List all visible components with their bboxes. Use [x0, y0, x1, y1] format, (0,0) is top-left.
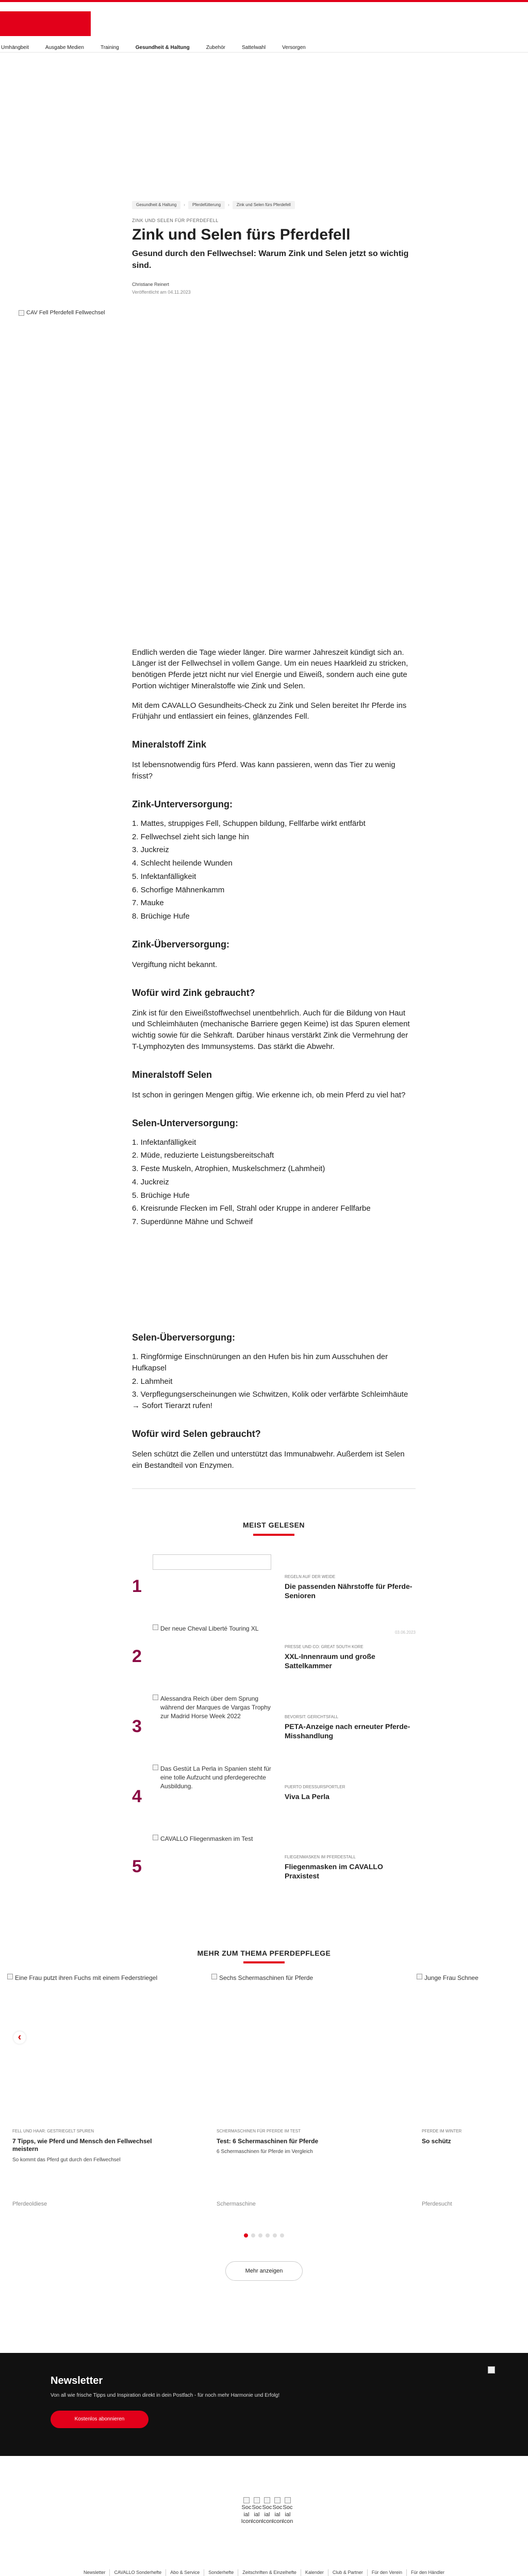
slider-prev-button[interactable]: ‹	[13, 2031, 26, 2044]
broken-image-icon	[264, 2497, 270, 2503]
most-read-title: MEIST GELESEN	[242, 1521, 305, 1530]
slide-headline[interactable]: 7 Tipps, wie Pferd und Mensch den Fellwechsel meistern	[12, 2137, 152, 2153]
footer-link[interactable]: Kalender	[301, 2569, 328, 2576]
breadcrumb	[132, 185, 416, 209]
article-date: Veröffentlicht am 04.11.2023	[132, 289, 191, 295]
show-more-button[interactable]: Mehr anzeigen	[225, 2261, 303, 2281]
breadcrumb-separator: ›	[228, 202, 229, 207]
broken-image-icon	[153, 1835, 158, 1840]
most-read-headline[interactable]: XXL-Innenraum und große Sattelkammer	[285, 1652, 375, 1670]
most-read-rank: 1	[132, 1576, 142, 1596]
most-read-item[interactable]	[132, 1694, 416, 1746]
list-item: 1. Ringförmige Einschnürungen an den Hufen bis hin zum Ausschuhen der Hufkapsel	[132, 1352, 388, 1372]
newsletter-banner	[0, 2353, 528, 2456]
most-read-text	[285, 1854, 416, 1881]
breadcrumb-item[interactable]: Pferdefütterung	[188, 201, 225, 209]
nav-item[interactable]: Training	[100, 45, 119, 50]
slider-dots	[0, 2233, 528, 2238]
nav-item[interactable]: Gesundheit & Haltung	[135, 45, 190, 50]
social-icon-alt: Soc ial Icon	[251, 2504, 262, 2525]
most-read-rank: 4	[132, 1786, 142, 1806]
main-nav	[0, 41, 528, 53]
social-icon-alt: Soc ial Icon	[261, 2504, 273, 2525]
footer-link[interactable]: Für den Verein	[368, 2569, 407, 2576]
footer-link[interactable]: CAVALLO Sonderhefte	[110, 2569, 166, 2576]
most-read-category: FLIEGENMASKEN IM PFERDESTALL	[285, 1854, 356, 1859]
most-read-item[interactable]	[132, 1835, 416, 1886]
footer-link[interactable]: Abo & Service	[166, 2569, 204, 2576]
list-item: 5. Infektanfälligkeit	[132, 872, 196, 881]
social-icon-alt: Soc ial Icon	[241, 2504, 252, 2525]
list-item: 7. Mauke	[132, 899, 164, 908]
most-read-item[interactable]	[132, 1624, 416, 1676]
footer-link[interactable]: Zeitschriften & Einzelhefte	[238, 2569, 301, 2576]
slide-source: Schermaschine	[217, 2200, 256, 2207]
article-author[interactable]: Christiane Reinert	[132, 281, 170, 287]
list-item: 6. Schorfige Mähnenkamm	[132, 885, 225, 894]
site-header	[0, 0, 528, 41]
most-read-accent	[253, 1534, 294, 1536]
newsletter-subscribe-button[interactable]: Kostenlos abonnieren	[51, 2411, 148, 2428]
most-read-item[interactable]	[132, 1554, 416, 1606]
most-read-rank: 3	[132, 1716, 142, 1736]
list-selen-ueber	[132, 1351, 416, 1412]
slide-image-alt: Junge Frau Schnee	[424, 1974, 478, 1981]
newsletter-text: Von all wie frische Tipps und Inspiration direkt in dein Postfach - für noch mehr Harmonie und Erfolg!	[51, 2392, 280, 2398]
slide-text[interactable]	[422, 2128, 525, 2145]
broken-image-icon	[274, 2497, 280, 2503]
broken-image-icon	[153, 1694, 158, 1700]
broken-image-icon	[254, 2497, 260, 2503]
broken-image-icon	[19, 310, 24, 316]
most-read-headline[interactable]: Die passenden Nährstoffe für Pferde-Senioren	[285, 1582, 412, 1600]
slide-source: Pferdesucht	[422, 2200, 452, 2207]
list-item: 3. Juckreiz	[132, 845, 169, 855]
social-links	[0, 2497, 528, 2554]
nav-item[interactable]: Zubehör	[206, 45, 225, 50]
social-icon[interactable]	[280, 2497, 295, 2526]
slider-dot[interactable]	[244, 2233, 248, 2238]
slide-teaser: So kommt das Pferd gut durch den Fellwechsel	[12, 2157, 121, 2163]
more-topic-accent	[243, 1961, 285, 1963]
social-icon-alt: Soc ial Icon	[272, 2504, 283, 2525]
most-read-image[interactable]	[153, 1624, 271, 1633]
section-heading-selen: Mineralstoff Selen	[132, 1069, 212, 1080]
slide-image[interactable]	[417, 1974, 520, 1982]
list-item: 4. Schlecht heilende Wunden	[132, 859, 233, 868]
most-read-category: PUERTO DRESSURSPORTLER	[285, 1784, 345, 1789]
most-read-image[interactable]	[153, 1554, 271, 1570]
hero-image	[8, 309, 528, 639]
list-zink-unter	[132, 818, 416, 922]
site-logo[interactable]	[0, 11, 91, 36]
slider-dot[interactable]	[251, 2233, 255, 2238]
broken-image-icon	[153, 1554, 271, 1570]
list-item: 4. Juckreiz	[132, 1177, 169, 1187]
paragraph-selen-wofuer: Selen schützt die Zellen und unterstützt das Immunabwehr. Außerdem ist Selen ein Bestandteil von Enzymen.	[132, 1449, 405, 1470]
article	[26, 185, 416, 1489]
most-read-text	[285, 1784, 416, 1802]
list-item: 2. Fellwechsel zieht sich lange hin	[132, 832, 249, 841]
breadcrumb-item: Zink und Selen fürs Pferdefell	[233, 201, 295, 209]
section-heading-selen-ueber: Selen-Überversorgung:	[132, 1332, 236, 1343]
newsletter-title: Newsletter	[51, 2375, 103, 2386]
slide-image-alt: Eine Frau putzt ihren Fuchs mit einem Federstriegel	[15, 1974, 158, 1981]
paragraph-zink-ueber: Vergiftung nicht bekannt.	[132, 960, 218, 969]
more-topic-title: MEHR ZUM THEMA PFERDEPFLEGE	[197, 1948, 331, 1957]
most-read-image-alt: Der neue Cheval Liberté Touring XL	[160, 1624, 259, 1632]
most-read-date: 03.06.2023	[394, 1630, 416, 1635]
breadcrumb-item[interactable]: Gesundheit & Haltung	[132, 201, 180, 209]
most-read-image[interactable]	[153, 1765, 271, 1791]
header-accent-line	[0, 0, 528, 2]
slider-dot[interactable]	[266, 2233, 270, 2238]
footer-links-top	[0, 2569, 528, 2576]
slide-category: PFERDE IM WINTER	[422, 2128, 462, 2133]
footer-link[interactable]: Club & Partner	[328, 2569, 368, 2576]
most-read-rank: 5	[132, 1856, 142, 1876]
slide-image[interactable]	[7, 1974, 157, 1982]
footer	[0, 2569, 528, 2576]
footer-link[interactable]: Newsletter	[79, 2569, 110, 2576]
slide-category: SCHERMASCHINEN FÜR PFERDE IM TEST	[217, 2128, 301, 2133]
paragraph-zink-wofuer: Zink ist für den Eiweißstoffwechsel unentbehrlich. Auch für die Bildung von Haut und Schleimhäuten (mechanische Barriere gegen Keime) ist das Spuren element wichtig sowie für die Sehkraft. Darüber hinaus verstärkt Zink die Vermehrung der T-Lymphozyten des Immunsystems. Das stärkt die Abwehr.	[132, 1008, 410, 1051]
divider	[132, 1488, 416, 1489]
most-read-image-alt: Das Gestüt La Perla in Spanien steht für eine tolle Aufzucht und pferdegerechte Ausbildung.	[160, 1765, 271, 1790]
most-read-rank: 2	[132, 1646, 142, 1666]
slide-source: Pferdeoldiese	[12, 2200, 47, 2207]
nav-item[interactable]: Versorgen	[282, 45, 306, 50]
footer-link[interactable]: Für den Händler	[410, 2569, 445, 2575]
paragraph-selen: Ist schon in geringen Mengen giftig. Wie erkenne ich, ob mein Pferd zu viel hat?	[132, 1090, 406, 1099]
broken-image-icon	[7, 1974, 13, 1979]
most-read-headline[interactable]: PETA-Anzeige nach erneuter Pferde-Misshandlung	[285, 1722, 410, 1740]
most-read-category: PRESSE UND CO: GREAT SOUTH KORE	[285, 1644, 364, 1649]
broken-image-icon	[211, 1974, 217, 1979]
list-item: 3. Feste Muskeln, Atrophien, Muskelschmerz (Lahmheit)	[132, 1164, 325, 1174]
article-subtitle: Gesund durch den Fellwechsel: Warum Zink und Selen jetzt so wichtig sind.	[132, 249, 409, 270]
footer-link[interactable]: Sonderhefte	[204, 2569, 238, 2576]
page-title: Zink und Selen fürs Pferdefell	[132, 226, 351, 243]
slider-dot[interactable]	[258, 2233, 262, 2238]
most-read-image[interactable]	[153, 1835, 271, 1843]
article-intro: Endlich werden die Tage wieder länger. Dire warmer Jahreszeit kündigt sich an. Länger ist der Fellwechsel in vollem Gange. Um ein neues Haarkleid zu stricken, benötigen Pferde jetzt nicht nur viel Energie und Eiweiß, sondern auch eine gute Portion wichtiger Mineralstoffe wie Zink und Selen.	[132, 648, 408, 690]
inline-ad-space	[132, 1228, 416, 1315]
broken-image-icon	[153, 1765, 158, 1770]
broken-image-icon	[285, 2497, 291, 2503]
slider-dot[interactable]	[273, 2233, 277, 2238]
most-read-text	[285, 1574, 416, 1601]
slide-text[interactable]	[217, 2128, 371, 2156]
article-intro-2: Mit dem CAVALLO Gesundheits-Check zu Zink und Selen bereitet Ihr Pferde ins Frühjahr und entlassiert ein feines, glänzendes Fell.	[132, 701, 407, 721]
most-read-item[interactable]	[132, 1765, 416, 1816]
slider-dot[interactable]	[280, 2233, 284, 2238]
nav-item[interactable]: Umhängbeit	[1, 45, 29, 50]
broken-image-icon	[153, 1624, 158, 1630]
nav-item[interactable]: Ausgabe Medien	[45, 45, 84, 50]
slide-teaser: 6 Schermaschinen für Pferde im Vergleich	[217, 2149, 313, 2155]
slide-headline[interactable]: Test: 6 Schermaschinen für Pferde	[217, 2137, 319, 2145]
slide-headline[interactable]: So schütz	[422, 2137, 451, 2145]
list-item: 2. Lahmheit	[132, 1377, 173, 1386]
section-heading-zink-wofuer: Wofür wird Zink gebraucht?	[132, 987, 255, 998]
list-item: 8. Brüchige Hufe	[132, 912, 190, 921]
nav-item[interactable]: Sattelwahl	[242, 45, 266, 50]
most-read-image[interactable]	[153, 1694, 271, 1721]
list-item: 5. Brüchige Hufe	[132, 1191, 190, 1200]
most-read-headline[interactable]: Viva La Perla	[285, 1792, 329, 1801]
most-read-section	[132, 1520, 416, 1886]
ad-space	[0, 41, 528, 185]
section-heading-selen-wofuer: Wofür wird Selen gebraucht?	[132, 1428, 261, 1439]
list-item: 1. Infektanfälligkeit	[132, 1138, 196, 1147]
slide-text[interactable]	[12, 2128, 167, 2164]
most-read-headline[interactable]: Fliegenmasken im CAVALLO Praxistest	[285, 1862, 383, 1880]
section-heading-zink-ueber: Zink-Überversorgung:	[132, 939, 230, 950]
most-read-image-alt: Alessandra Reich über dem Sprung während der Marques de Vargas Trophy zur Madrid Horse Week 2022	[160, 1694, 271, 1720]
hero-image-alt: CAV Fell Pferdefell Fellwechsel	[19, 309, 105, 317]
most-read-text	[285, 1644, 416, 1671]
most-read-text	[285, 1714, 416, 1741]
broken-image-icon	[243, 2497, 250, 2503]
slide-image[interactable]	[211, 1974, 313, 1982]
section-heading-zink: Mineralstoff Zink	[132, 739, 207, 750]
list-selen-unter	[132, 1137, 416, 1228]
most-read-category: BEVORSIT: GERICHTSFALL	[285, 1714, 339, 1719]
more-topic-slider	[0, 1974, 528, 2252]
list-item: 6. Kreisrunde Flecken im Fell, Strahl oder Kruppe in anderer Fellfarbe	[132, 1204, 371, 1213]
slide-image-alt: Sechs Schermaschinen für Pferde	[219, 1974, 314, 1981]
slide-category: FELL UND HAAR: GESTRIEGELT SPUREN	[12, 2128, 94, 2133]
list-item: 2. Müde, reduzierte Leistungsbereitschaft	[132, 1151, 274, 1160]
newsletter-image	[488, 2366, 495, 2374]
paragraph-zink: Ist lebensnotwendig fürs Pferd. Was kann passieren, wenn das Tier zu wenig frisst?	[132, 760, 395, 781]
section-heading-zink-unter: Zink-Unterversorgung:	[132, 799, 233, 809]
list-item: 3. Verpflegungserscheinungen wie Schwitzen, Kolik oder verfärbte Schleimhäute → Sofort Tierarzt rufen!	[132, 1390, 408, 1411]
most-read-category: REGELN AUF DER WEIDE	[285, 1574, 336, 1579]
list-item: 7. Superdünne Mähne und Schweif	[132, 1217, 253, 1227]
most-read-image-alt: CAVALLO Fliegenmasken im Test	[160, 1835, 253, 1842]
article-kicker: ZINK UND SELEN FÜR PFERDEFELL	[132, 217, 219, 223]
social-icon-alt: Soc ial Icon	[282, 2504, 293, 2525]
broken-image-icon	[417, 1974, 422, 1979]
section-heading-selen-unter: Selen-Unterversorgung:	[132, 1117, 239, 1128]
list-item: 1. Mattes, struppiges Fell, Schuppen bildung, Fellfarbe wirkt entfärbt	[132, 819, 366, 828]
breadcrumb-separator: ›	[184, 202, 185, 207]
